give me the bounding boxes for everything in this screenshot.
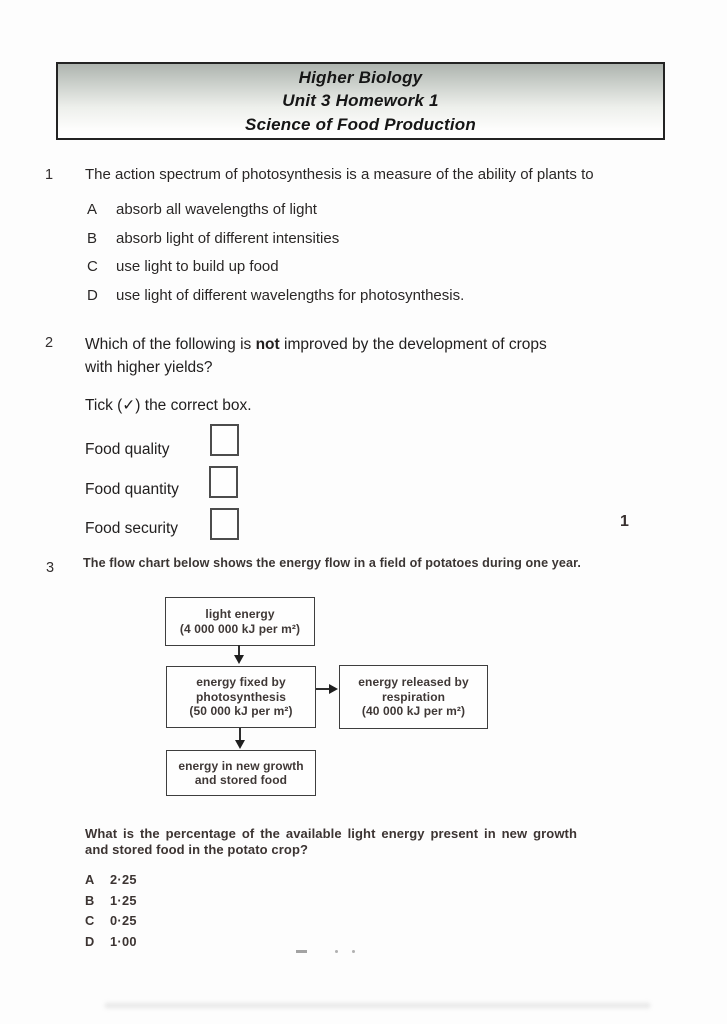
flowchart-box-new-growth xyxy=(166,750,316,796)
tick-instruction: Tick (✓) the correct box. xyxy=(85,397,252,414)
option-value: 0·25 xyxy=(110,913,137,928)
flow-arrow-right-icon xyxy=(329,684,338,694)
flowchart-box-line: energy released by xyxy=(358,675,469,690)
q2-text xyxy=(85,333,547,379)
scan-artifact-dash xyxy=(296,950,307,953)
option-text: absorb all wavelengths of light xyxy=(116,201,317,218)
q1-number: 1 xyxy=(45,167,54,183)
q2-text-part2: improved by the development of crops with higher yields? xyxy=(85,336,547,376)
q3-option-b xyxy=(85,893,137,908)
option-letter: B xyxy=(85,893,95,908)
option-letter: D xyxy=(85,934,95,949)
q2-number: 2 xyxy=(45,335,54,351)
flowchart-box-energy-fixed xyxy=(166,666,316,728)
checkbox-food-quality[interactable] xyxy=(210,424,239,456)
flowchart-box-line: (50 000 kJ per m²) xyxy=(189,704,293,719)
option-letter: D xyxy=(87,287,98,304)
option-letter: A xyxy=(87,201,98,218)
scan-artifact-dot xyxy=(352,950,355,953)
option-letter: C xyxy=(87,258,98,275)
flowchart-box-line: energy fixed by xyxy=(196,675,286,690)
option-text: use light of different wavelengths for photosynthesis. xyxy=(116,287,465,304)
q1-option-c xyxy=(87,258,279,275)
flow-arrow-down-icon xyxy=(234,655,244,664)
option-value: 2·25 xyxy=(110,872,137,887)
choice-label-food-security: Food security xyxy=(85,520,179,537)
flowchart-box-line: photosynthesis xyxy=(195,689,287,704)
option-letter: B xyxy=(87,230,98,247)
q3-intro-text: The flow chart below shows the energy flow in a field of potatoes during one year. xyxy=(83,556,582,570)
flowchart-box-line: (4 000 000 kJ per m²) xyxy=(179,621,301,636)
flowchart-box-line: and stored food xyxy=(194,773,288,787)
choice-label-food-quality: Food quality xyxy=(85,441,170,458)
q2-mark-value: 1 xyxy=(620,513,629,530)
scan-shadow-band xyxy=(105,1003,650,1008)
header-line-2: Unit 3 Homework 1 xyxy=(282,91,439,111)
q3-question-text: What is the percentage of the available light energy present in new growth and stored food in the potato crop? xyxy=(85,826,577,857)
checkbox-food-quantity[interactable] xyxy=(209,466,238,498)
checkbox-food-security[interactable] xyxy=(210,508,239,540)
q1-text: The action spectrum of photosynthesis is a measure of the ability of plants to xyxy=(85,166,594,183)
flowchart-box-line: light energy xyxy=(205,607,275,621)
worksheet-header xyxy=(56,62,665,140)
flowchart-box-line: (40 000 kJ per m²) xyxy=(361,704,466,719)
choice-label-food-quantity: Food quantity xyxy=(85,481,179,498)
q3-number: 3 xyxy=(46,560,55,576)
flowchart-box-line: respiration xyxy=(381,689,446,704)
option-letter: A xyxy=(85,872,95,887)
option-value: 1·25 xyxy=(110,893,137,908)
flowchart-box-light-energy xyxy=(165,597,315,646)
q1-option-a xyxy=(87,201,317,218)
q1-option-d xyxy=(87,287,464,304)
header-line-3: Science of Food Production xyxy=(245,114,476,134)
q1-option-b xyxy=(87,230,339,247)
q3-option-d xyxy=(85,934,137,949)
flow-arrow-right-line xyxy=(316,688,330,690)
flowchart-box-energy-respiration xyxy=(339,665,488,729)
q3-option-c xyxy=(85,913,137,928)
option-text: absorb light of different intensities xyxy=(116,230,340,247)
q2-text-not-bold: not xyxy=(255,336,280,353)
q2-text-part1: Which of the following is xyxy=(85,336,256,353)
q3-option-a xyxy=(85,872,137,887)
flowchart-box-line: energy in new growth xyxy=(178,758,304,773)
option-letter: C xyxy=(85,913,95,928)
option-value: 1·00 xyxy=(110,934,137,949)
scan-artifact-dot xyxy=(335,950,338,953)
flow-arrow-down-icon xyxy=(235,740,245,749)
option-text: use light to build up food xyxy=(116,258,279,275)
header-line-1: Higher Biology xyxy=(298,67,423,87)
